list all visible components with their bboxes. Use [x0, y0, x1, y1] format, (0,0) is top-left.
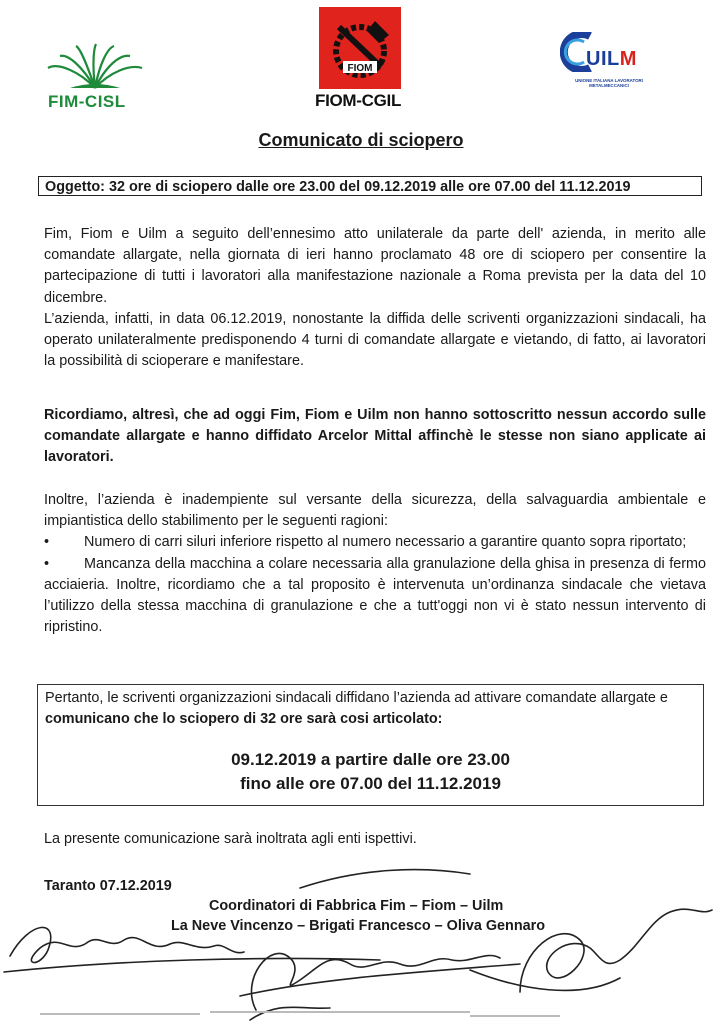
fiom-cgil-label: FIOM-CGIL [315, 91, 402, 110]
bleed-through-marks [0, 1004, 722, 1024]
uilm-subtitle: UNIONE ITALIANA LAVORATORI METALMECCANICI [575, 78, 643, 88]
strike-date-start: 09.12.2019 a partire dalle ore 23.00 [231, 750, 510, 769]
uilm-label: UILM [586, 48, 637, 70]
uilm-logo [558, 28, 648, 98]
list-item [44, 554, 706, 639]
schedule-intro: Pertanto, le scriventi organizzazioni sindacali diffidano l’azienda ad attivare comandate allargate e comunicano che lo sciopero di 32 ore sarà cosi articolato: [45, 690, 668, 728]
place-date: Taranto 07.12.2019 [44, 878, 172, 894]
final-note: La presente comunicazione sarà inoltrata agli enti ispettivi. [44, 831, 417, 847]
list-item [44, 532, 706, 553]
fiom-emblem [319, 7, 401, 89]
bullet-text: Numero di carri siluri inferiore rispetto al numero necessario a garantire quanto sopra riportato; [84, 534, 687, 551]
intro-paragraph [44, 224, 706, 372]
intro-text: Fim, Fiom e Uilm a seguito dell’ennesimo atto unilaterale da parte dell' azienda, in merito alle comandate allargate, nella giornata di ieri hanno proclamato 48 ore di sciopero per consentire la partecipazione di tutti i lavoratori alla manifestazione nazionale a Roma prevista per la data del 10 dicembre. [44, 226, 706, 306]
fiom-inner-label: FIOM [347, 63, 373, 74]
flower-icon [40, 42, 150, 92]
document-title: Comunicato di sciopero [258, 130, 464, 150]
strike-schedule-box [37, 684, 704, 806]
coordinator-names: La Neve Vincenzo – Brigati Francesco – Oliva Gennaro [171, 918, 546, 934]
fim-cisl-logo [40, 42, 150, 114]
reminder-paragraph: Ricordiamo, altresì, che ad oggi Fim, Fiom e Uilm non hanno sottoscritto nessun accordo sulle comandate allargate e hanno diffidato Arcelor Mittal affinchè le stesse non siano applicate ai lavoratori. [44, 407, 706, 466]
fiom-cgil-logo [315, 7, 402, 115]
subject-box: Oggetto: 32 ore di sciopero dalle ore 23.00 del 09.12.2019 alle ore 07.00 del 11.12.2019 [38, 176, 702, 196]
safety-paragraph [44, 490, 706, 638]
strike-date-end: fino alle ore 07.00 del 11.12.2019 [240, 774, 501, 793]
bullet-text: Mancanza della macchina a colare necessaria alla granulazione della ghisa in presenza di fermo acciaieria. Inoltre, ricordiamo che a tal proposito è intervenuta un’ordinanza sindacale che vietava l’utilizzo della stessa macchina di granulazione e che a tutt'oggi non vi è stato nessun intervento di ripristino. [44, 555, 706, 636]
bullet-icon: • [44, 555, 50, 572]
fim-cisl-label: FIM-CISL [48, 92, 126, 111]
company-action-text: L’azienda, infatti, in data 06.12.2019, nonostante la diffida delle scriventi organizzazioni sindacali, ha operato unilateralmente predisponendo 4 turni di comandate allargate e vietando, di fatto, ai lavoratori la possibilità di scioperare e manifestare. [44, 310, 706, 370]
safety-intro: Inoltre, l’azienda è inadempiente sul versante della sicurezza, della salvaguardia ambientale e impiantistica dello stabilimento per le seguenti ragioni: [44, 492, 706, 530]
bullet-icon: • [44, 534, 50, 551]
coordinators-line: Coordinatori di Fabbrica Fim – Fiom – Uilm [209, 898, 504, 914]
